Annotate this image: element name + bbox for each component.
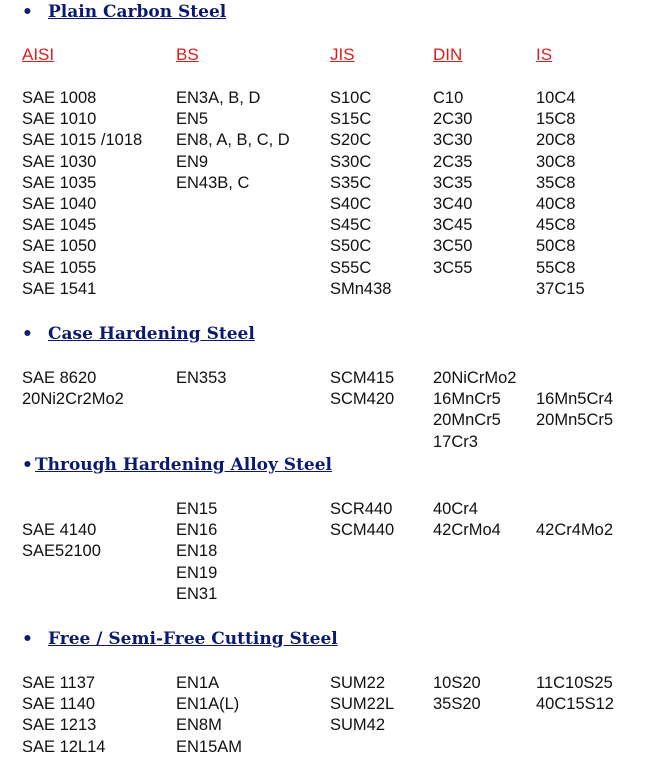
grade-cell-is: 20Mn5Cr5 — [536, 411, 614, 430]
grade-cell-bs: EN43B, C — [176, 173, 250, 192]
grade-cell-aisi: SAE 1008 — [22, 89, 97, 107]
grade-cell-jis: S50C — [330, 237, 372, 256]
grade-cell-jis: SUM22 — [330, 674, 386, 692]
column-header-bs: BS — [176, 45, 199, 64]
column-header-jis: JIS — [330, 45, 355, 64]
grade-cell-aisi: 20Ni2Cr2Mo2 — [22, 390, 124, 409]
grade-cell-is: 40C15S12 — [536, 695, 614, 714]
grade-cell-din: 3C50 — [433, 237, 473, 256]
grade-cell-aisi: SAE 1030 — [22, 152, 97, 171]
grade-cell-jis: SUM22L — [330, 695, 395, 714]
grade-cell-aisi: SAE 1010 — [22, 110, 97, 129]
grade-cell-jis: SCR440 — [330, 500, 393, 518]
grade-cell-is: 30C8 — [536, 152, 576, 171]
grade-cell-bs: EN8M — [176, 716, 222, 735]
grade-cell-din: 20MnCr5 — [433, 411, 501, 430]
grade-cell-aisi: SAE 1213 — [22, 716, 97, 735]
grade-cell-aisi: SAE 4140 — [22, 521, 97, 540]
grade-cell-din: 3C55 — [433, 258, 473, 277]
grade-cell-aisi: SAE 1055 — [22, 258, 97, 277]
grade-cell-bs: EN9 — [176, 152, 209, 171]
grade-cell-din: 20NiCrMo2 — [433, 369, 517, 387]
grade-cell-aisi: SAE 1015 /1018 — [22, 131, 143, 150]
grade-cell-aisi: SAE52100 — [22, 542, 101, 561]
grade-cell-aisi: SAE 8620 — [22, 369, 97, 387]
grade-cell-bs: EN1A(L) — [176, 695, 240, 714]
bullet-icon: • — [22, 324, 33, 344]
grade-cell-din: 2C35 — [433, 152, 473, 171]
grade-cell-din: 2C30 — [433, 110, 473, 129]
grade-cell-din: 42CrMo4 — [433, 521, 501, 540]
grade-cell-aisi: SAE 1541 — [22, 279, 97, 298]
grade-cell-din: 40Cr4 — [433, 500, 478, 518]
grade-cell-bs: EN353 — [176, 369, 227, 387]
grade-cell-is: 40C8 — [536, 195, 576, 213]
grade-cell-aisi: SAE 1040 — [22, 195, 97, 213]
grade-cell-is: 50C8 — [536, 237, 576, 256]
grade-cell-jis: S10C — [330, 89, 372, 107]
grade-cell-bs: EN31 — [176, 584, 218, 603]
grade-cell-is: 45C8 — [536, 216, 576, 235]
grade-cell-din: C10 — [433, 89, 464, 107]
grade-cell-aisi: SAE 1035 — [22, 173, 97, 192]
section-heading — [22, 2, 226, 22]
grade-cell-din: 3C35 — [433, 173, 473, 192]
bullet-icon: • — [22, 629, 33, 649]
bullet-icon: • — [22, 455, 33, 475]
grade-cell-is: 10C4 — [536, 89, 576, 107]
grade-cell-bs: EN15AM — [176, 737, 243, 756]
grade-cell-jis: SMn438 — [330, 279, 392, 298]
grade-cell-bs: EN8, A, B, C, D — [176, 131, 290, 150]
grade-cell-din: 3C30 — [433, 131, 473, 150]
grade-cell-bs: EN1A — [176, 674, 220, 692]
grade-cell-jis: S15C — [330, 110, 372, 129]
bullet-icon: • — [22, 2, 33, 22]
section-heading — [22, 629, 338, 649]
grade-cell-jis: S20C — [330, 131, 372, 150]
section-title: Free / Semi-Free Cutting Steel — [48, 629, 338, 649]
grade-cell-bs: EN3A, B, D — [176, 89, 261, 107]
grade-cell-din: 10S20 — [433, 674, 481, 692]
grade-cell-jis: SCM440 — [330, 521, 395, 540]
grade-cell-aisi: SAE 12L14 — [22, 737, 106, 756]
grade-cell-aisi: SAE 1140 — [22, 695, 96, 714]
grade-cell-jis: SCM415 — [330, 369, 395, 387]
grade-cell-is: 55C8 — [536, 258, 576, 277]
grade-cell-din: 3C45 — [433, 216, 473, 235]
column-header-is: IS — [536, 45, 553, 64]
grade-cell-is: 11C10S25 — [536, 674, 613, 692]
column-header-aisi: AISI — [22, 45, 55, 64]
grade-cell-jis: S40C — [330, 195, 372, 213]
grade-cell-bs: EN18 — [176, 542, 218, 561]
grade-cell-din: 3C40 — [433, 195, 473, 213]
grade-cell-din: 17Cr3 — [433, 432, 478, 451]
section-heading — [22, 455, 332, 475]
grade-cell-jis: S30C — [330, 152, 372, 171]
section-title: Plain Carbon Steel — [48, 2, 227, 22]
grade-cell-jis: SCM420 — [330, 390, 395, 409]
grade-cell-is: 16Mn5Cr4 — [536, 390, 614, 409]
grade-cell-is: 35C8 — [536, 173, 576, 192]
grade-cell-is: 20C8 — [536, 131, 576, 150]
grade-cell-aisi: SAE 1137 — [22, 674, 96, 692]
grade-cell-bs: EN5 — [176, 110, 209, 129]
grade-cell-din: 16MnCr5 — [433, 390, 501, 409]
section-title: Case Hardening Steel — [48, 324, 255, 344]
grade-cell-is: 37C15 — [536, 279, 585, 298]
grade-cell-jis: SUM42 — [330, 716, 386, 735]
grade-cell-aisi: SAE 1045 — [22, 216, 97, 235]
section-heading — [22, 324, 255, 344]
grade-cell-din: 35S20 — [433, 695, 481, 714]
column-header-din: DIN — [433, 45, 463, 64]
section-title: Through Hardening Alloy Steel — [35, 455, 333, 475]
grade-cell-is: 15C8 — [536, 110, 576, 129]
grade-cell-is: 42Cr4Mo2 — [536, 521, 614, 540]
grade-cell-aisi: SAE 1050 — [22, 237, 97, 256]
grade-cell-bs: EN19 — [176, 563, 218, 582]
grade-cell-jis: S35C — [330, 173, 372, 192]
grade-cell-bs: EN15 — [176, 500, 218, 518]
grade-cell-jis: S45C — [330, 216, 372, 235]
grade-cell-bs: EN16 — [176, 521, 218, 540]
grade-cell-jis: S55C — [330, 258, 372, 277]
